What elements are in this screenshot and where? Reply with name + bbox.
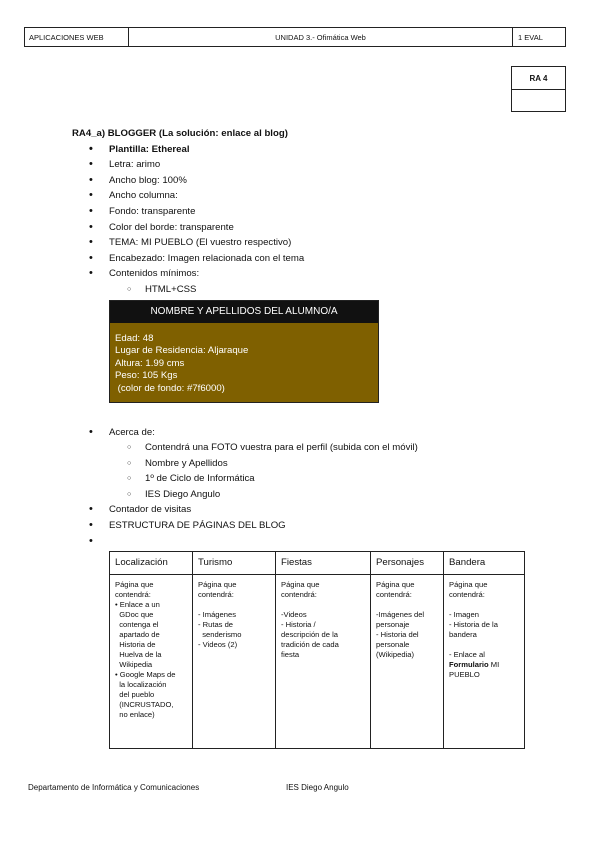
list-item xyxy=(72,266,572,297)
sub-list-item: ○ Contendrá una FOTO vuestra para el perfil (subida con el móvil) xyxy=(72,440,572,456)
header-term: 1 EVAL xyxy=(518,32,543,42)
list-item: • Contador de visitas xyxy=(72,502,572,518)
list-item-label: Contenidos mínimos: xyxy=(109,268,200,280)
column-header: Bandera xyxy=(444,552,525,575)
column-header: Fiestas xyxy=(276,552,371,575)
footer-school: IES Diego Angulo xyxy=(286,783,349,792)
cell-line: no enlace) xyxy=(115,710,155,720)
list-item xyxy=(72,534,572,550)
cell-line: contendrá: xyxy=(449,590,485,600)
ra-box xyxy=(511,66,566,112)
cell-line: - Historia de la xyxy=(449,620,498,630)
cell-line: tradición de cada xyxy=(281,640,339,650)
list-item: • Ancho blog: 100% xyxy=(72,173,572,189)
cell-line: Página que xyxy=(198,580,237,590)
cell-line: descripción de la xyxy=(281,630,338,640)
list-item: • ESTRUCTURA DE PÁGINAS DEL BLOG xyxy=(72,518,572,534)
cell-line: Huelva de la xyxy=(115,650,162,660)
cell-line: - Rutas de xyxy=(198,620,234,630)
cell-line: personaje xyxy=(376,620,410,630)
table-cell xyxy=(371,575,444,749)
document-header xyxy=(24,27,566,47)
sub-list-item: ○ HTML+CSS xyxy=(72,282,572,298)
profile-weight: Peso: 105 Kgs xyxy=(115,370,178,382)
acerca-sub-list xyxy=(109,440,572,502)
section-title: RA4_a) BLOGGER (La solución: enlace al blog) xyxy=(72,128,288,139)
list-item: • Plantilla: Ethereal xyxy=(72,142,572,158)
cell-line: - Historia del xyxy=(376,630,419,640)
list-item xyxy=(72,425,572,503)
table-header-row xyxy=(110,552,525,575)
table-cell xyxy=(444,575,525,749)
profile-residence: Lugar de Residencia: Aljaraque xyxy=(115,345,249,357)
cell-line: fiesta xyxy=(281,650,300,660)
cell-line: - Historia / xyxy=(281,620,316,630)
table-cell xyxy=(193,575,276,749)
cell-line xyxy=(449,640,519,650)
profile-age: Edad: 48 xyxy=(115,332,154,344)
cell-line: Página que xyxy=(115,580,154,590)
footer-department: Departamento de Informática y Comunicaciones xyxy=(28,783,200,792)
cell-line: • Google Maps de xyxy=(115,670,176,680)
more-list xyxy=(72,425,572,550)
ra-label: RA 4 xyxy=(512,67,565,90)
column-header: Localización xyxy=(110,552,193,575)
sub-list-item: ○ Nombre y Apellidos xyxy=(72,456,572,472)
cell-line: (INCRUSTADO, xyxy=(115,700,174,710)
profile-bg-note: (color de fondo: #7f6000) xyxy=(115,382,225,394)
sub-list-item: ○ IES Diego Angulo xyxy=(72,487,572,503)
cell-line: Historia de xyxy=(115,640,156,650)
cell-line: • Enlace a un xyxy=(115,600,160,610)
cell-line: Página que xyxy=(281,580,320,590)
ra-value xyxy=(512,90,565,99)
list-item: • Ancho columna: xyxy=(72,188,572,204)
profile-card-body xyxy=(110,323,378,402)
cell-line: -Imágenes del xyxy=(376,610,425,620)
cell-line: contendrá: xyxy=(115,590,151,600)
bandera-tail-1: MI xyxy=(488,660,500,670)
profile-height: Altura: 1.99 cms xyxy=(115,357,185,369)
cell-line: contendrá: xyxy=(376,590,412,600)
cell-line: personale xyxy=(376,640,410,650)
cell-line xyxy=(449,600,519,610)
bandera-bold-link: Formulario xyxy=(449,660,489,670)
table-row xyxy=(110,575,525,749)
table-cell xyxy=(276,575,371,749)
cell-line: contenga el xyxy=(115,620,159,630)
main-content xyxy=(72,126,572,749)
column-header: Turismo xyxy=(193,552,276,575)
list-item: • Letra: arimo xyxy=(72,157,572,173)
list-item: • TEMA: MI PUEBLO (El vuestro respectivo) xyxy=(72,235,572,251)
cell-line: apartado de xyxy=(115,630,160,640)
profile-card xyxy=(109,300,379,403)
list-item: • Encabezado: Imagen relacionada con el tema xyxy=(72,251,572,267)
cell-line: Página que xyxy=(449,580,488,590)
cell-line: - Enlace al xyxy=(449,650,485,660)
cell-line: la localización xyxy=(115,680,167,690)
cell-line: bandera xyxy=(449,630,477,640)
profile-card-header: NOMBRE Y APELLIDOS DEL ALUMNO/A xyxy=(110,301,378,323)
header-unit: UNIDAD 3.- Ofimática Web xyxy=(129,28,513,46)
sub-list-item: ○ 1º de Ciclo de Informática xyxy=(72,471,572,487)
cell-line: contendrá: xyxy=(198,590,234,600)
cell-line: GDoc que xyxy=(115,610,154,620)
cell-line: senderismo xyxy=(198,630,242,640)
acerca-label: Acerca de: xyxy=(109,426,155,438)
header-course: APLICACIONES WEB xyxy=(25,28,129,46)
cell-line: - Imagen xyxy=(449,610,479,620)
cell-line: contendrá: xyxy=(281,590,317,600)
sub-list xyxy=(109,282,572,298)
list-item: • Fondo: transparente xyxy=(72,204,572,220)
pages-table xyxy=(109,551,525,749)
cell-line: del pueblo xyxy=(115,690,155,700)
list-item: • Color del borde: transparente xyxy=(72,220,572,236)
cell-line xyxy=(376,600,438,610)
cell-line: -Videos xyxy=(281,610,307,620)
bandera-tail-2: PUEBLO xyxy=(449,670,480,680)
cell-line: - Videos (2) xyxy=(198,640,238,650)
cell-line: - Imágenes xyxy=(198,610,236,620)
cell-line xyxy=(281,600,365,610)
cell-line xyxy=(198,600,270,610)
cell-line: Página que xyxy=(376,580,415,590)
cell-line: Wikipedia xyxy=(115,660,153,670)
requirements-list xyxy=(72,142,572,298)
table-cell xyxy=(110,575,193,749)
column-header: Personajes xyxy=(371,552,444,575)
cell-line: (Wikipedia) xyxy=(376,650,414,660)
